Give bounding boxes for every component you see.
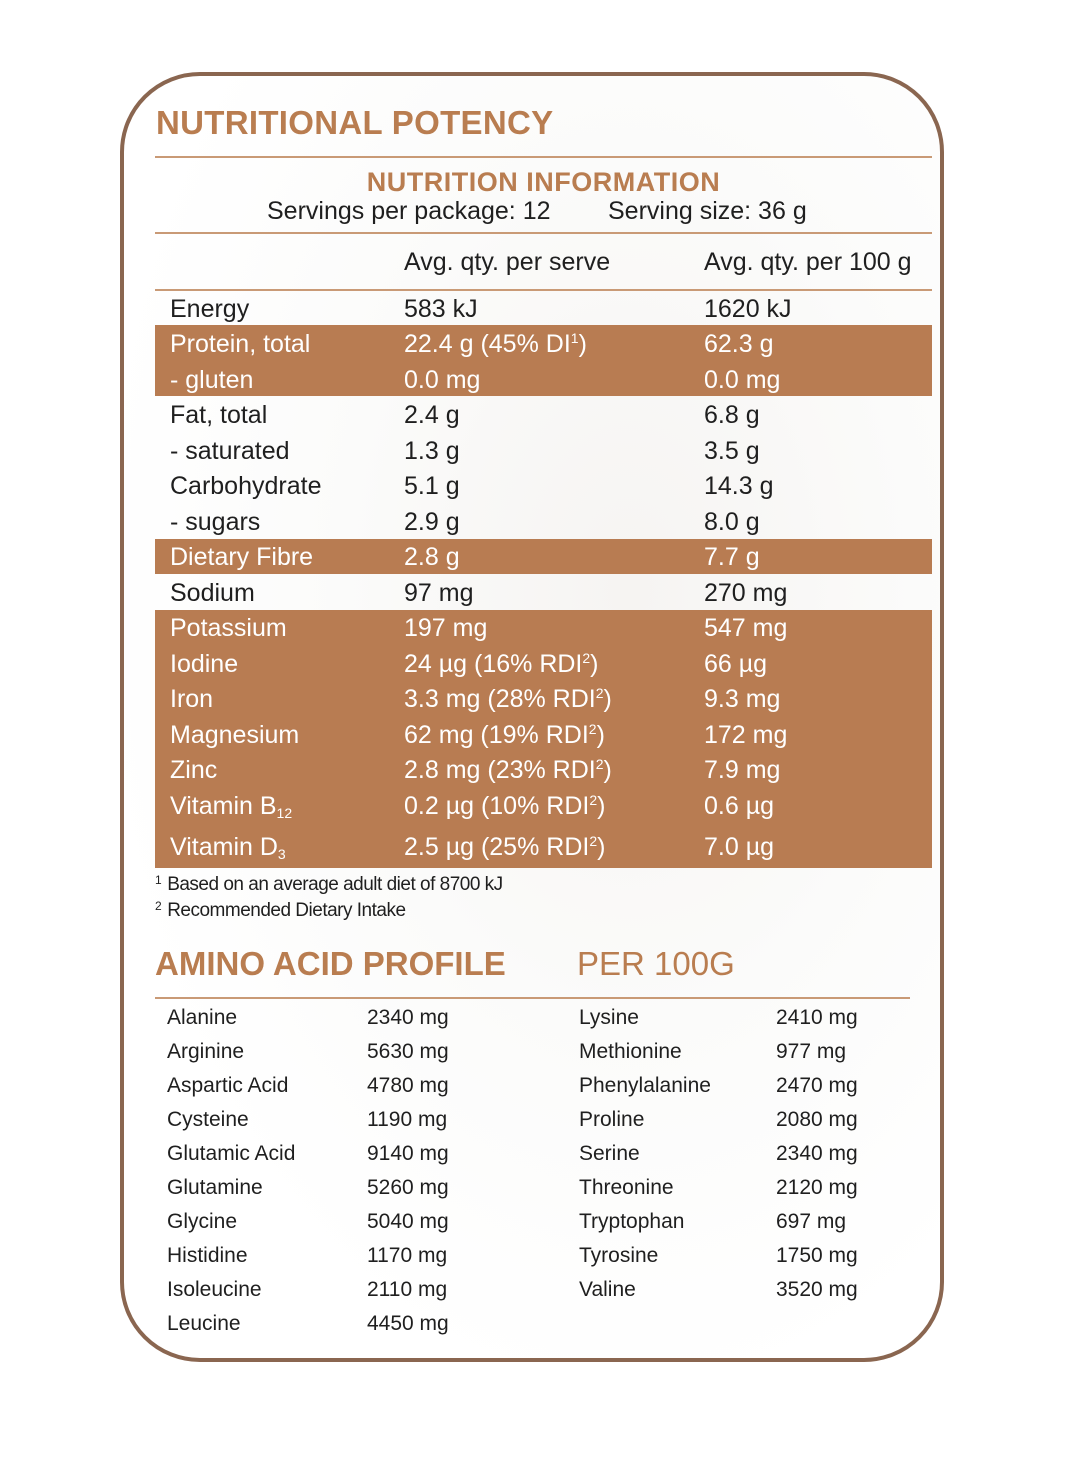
nutrient-per-serve: 2.4 g bbox=[404, 401, 460, 429]
nutrient-per-100g: 7.7 g bbox=[704, 543, 760, 571]
nutrient-row bbox=[0, 472, 1080, 508]
nutrient-name: - sugars bbox=[170, 508, 261, 536]
nutrient-per-100g: 6.8 g bbox=[704, 401, 760, 429]
nutrient-name: Carbohydrate bbox=[170, 472, 322, 500]
nutrient-per-serve: 5.1 g bbox=[404, 472, 460, 500]
nutrient-row bbox=[0, 614, 1080, 650]
amino-name-right: Threonine bbox=[579, 1176, 674, 1199]
amino-value-left: 9140 mg bbox=[367, 1142, 449, 1165]
amino-name-left: Glutamic Acid bbox=[167, 1142, 296, 1165]
amino-name-right: Methionine bbox=[579, 1040, 682, 1063]
amino-name-left: Glycine bbox=[167, 1210, 238, 1233]
servings-per-package: Servings per package: 12 bbox=[267, 197, 551, 225]
amino-value-right: 2340 mg bbox=[776, 1142, 858, 1165]
nutrient-name: Iron bbox=[170, 685, 214, 713]
nutrient-per-100g: 0.0 mg bbox=[704, 366, 781, 394]
amino-name-left: Arginine bbox=[167, 1040, 245, 1063]
nutrient-row bbox=[0, 650, 1080, 686]
nutrient-row bbox=[0, 508, 1080, 544]
nutrient-per-100g: 8.0 g bbox=[704, 508, 760, 536]
col-header-per-serve: Avg. qty. per serve bbox=[404, 248, 611, 276]
col-header-per-100g: Avg. qty. per 100 g bbox=[704, 248, 912, 276]
nutrient-per-100g: 270 mg bbox=[704, 579, 788, 607]
amino-value-right: 697 mg bbox=[776, 1210, 847, 1233]
nutrient-row bbox=[0, 721, 1080, 757]
nutrient-per-serve: 2.5 µg (25% RDI$^2$) bbox=[404, 833, 606, 861]
nutrient-per-serve: 2.9 g bbox=[404, 508, 460, 536]
nutrient-name: Potassium bbox=[170, 614, 287, 642]
nutrient-per-serve: 583 kJ bbox=[404, 295, 478, 323]
nutrient-name: Magnesium bbox=[170, 721, 300, 749]
amino-name-right: Phenylalanine bbox=[579, 1074, 711, 1097]
nutrient-row bbox=[0, 579, 1080, 615]
nutrient-per-100g: 14.3 g bbox=[704, 472, 774, 500]
amino-value-left: 5040 mg bbox=[367, 1210, 449, 1233]
nutrient-row bbox=[0, 756, 1080, 792]
nutrient-name: Vitamin $D_3$ bbox=[170, 833, 286, 862]
nutrient-per-100g: 547 mg bbox=[704, 614, 788, 642]
amino-name-right: Tyrosine bbox=[579, 1244, 659, 1267]
amino-name-left: Leucine bbox=[167, 1312, 241, 1335]
amino-value-left: 5260 mg bbox=[367, 1176, 449, 1199]
amino-value-left: 5630 mg bbox=[367, 1040, 449, 1063]
amino-value-left: 1190 mg bbox=[367, 1108, 448, 1131]
nutrient-per-serve: 97 mg bbox=[404, 579, 474, 607]
amino-name-right: Serine bbox=[579, 1142, 640, 1165]
amino-value-left: 2340 mg bbox=[367, 1006, 449, 1029]
amino-name-left: Cysteine bbox=[167, 1108, 249, 1131]
amino-value-left: 4450 mg bbox=[367, 1312, 449, 1335]
header-divider bbox=[155, 232, 932, 234]
amino-value-right: 2120 mg bbox=[776, 1176, 858, 1199]
amino-name-right: Proline bbox=[579, 1108, 645, 1131]
title-divider bbox=[155, 156, 932, 158]
nutrient-per-serve: 2.8 g bbox=[404, 543, 460, 571]
nutrient-per-serve: 197 mg bbox=[404, 614, 488, 642]
nutrient-name: Vitamin $B_{12}$ bbox=[170, 792, 293, 821]
amino-value-right: 977 mg bbox=[776, 1040, 847, 1063]
amino-per-100g-label: PER 100G bbox=[577, 945, 735, 982]
nutrient-per-100g: 62.3 g bbox=[704, 330, 774, 358]
nutrient-per-100g: 7.9 mg bbox=[704, 756, 781, 784]
amino-value-right: 2470 mg bbox=[776, 1074, 858, 1097]
nutrient-per-100g: 0.6 µg bbox=[704, 792, 775, 820]
nutrient-row bbox=[0, 685, 1080, 721]
nutrient-per-serve: 0.2 µg (10% RDI$^2$) bbox=[404, 792, 606, 820]
nutrient-name: Iodine bbox=[170, 650, 239, 678]
nutrient-row bbox=[0, 366, 1080, 402]
amino-name-left: Aspartic Acid bbox=[167, 1074, 289, 1097]
amino-value-left: 4780 mg bbox=[367, 1074, 449, 1097]
nutrient-name: Protein, total bbox=[170, 330, 311, 358]
nutrient-per-100g: 3.5 g bbox=[704, 437, 760, 465]
nutrient-row bbox=[0, 401, 1080, 437]
nutrient-per-serve: 1.3 g bbox=[404, 437, 460, 465]
amino-acid-heading: AMINO ACID PROFILE bbox=[155, 945, 506, 982]
nutrient-name: Sodium bbox=[170, 579, 255, 607]
nutrient-row bbox=[0, 295, 1080, 331]
nutrient-name: - gluten bbox=[170, 366, 254, 394]
nutrient-name: - saturated bbox=[170, 437, 290, 465]
nutrient-name: Fat, total bbox=[170, 401, 268, 429]
column-header-divider bbox=[155, 289, 932, 291]
nutrient-name: Energy bbox=[170, 295, 250, 323]
nutrient-per-100g: 66 µg bbox=[704, 650, 768, 678]
nutrient-row bbox=[0, 330, 1080, 366]
nutrient-per-serve: 22.4 g (45% $DI^1$) bbox=[404, 330, 587, 358]
nutrient-row bbox=[0, 437, 1080, 473]
serving-size: Serving size: 36 g bbox=[608, 197, 807, 225]
amino-value-left: 1170 mg bbox=[367, 1244, 448, 1267]
nutrient-name: Dietary Fibre bbox=[170, 543, 314, 571]
nutrient-per-100g: 172 mg bbox=[704, 721, 788, 749]
amino-name-right: Tryptophan bbox=[579, 1210, 685, 1233]
amino-name-left: Glutamine bbox=[167, 1176, 263, 1199]
amino-value-right: 1750 mg bbox=[776, 1244, 858, 1267]
amino-name-left: Histidine bbox=[167, 1244, 248, 1267]
nutrient-per-serve: 0.0 mg bbox=[404, 366, 481, 394]
nutrient-per-100g: 7.0 µg bbox=[704, 833, 775, 861]
amino-divider bbox=[155, 997, 910, 999]
nutrient-per-100g: 9.3 mg bbox=[704, 685, 781, 713]
amino-name-right: Valine bbox=[579, 1278, 636, 1301]
amino-name-left: Alanine bbox=[167, 1006, 238, 1029]
nutrient-row bbox=[0, 792, 1080, 828]
nutrition-info-heading: NUTRITION INFORMATION bbox=[366, 167, 721, 197]
nutrient-per-serve: 24 µg (16% RDI$^2$) bbox=[404, 650, 599, 678]
footnote-2: $^2$ Recommended Dietary Intake bbox=[155, 899, 406, 921]
nutrient-per-serve: 2.8 mg (23% RDI$^2$) bbox=[404, 756, 612, 784]
nutrient-row bbox=[0, 543, 1080, 579]
amino-value-right: 3520 mg bbox=[776, 1278, 858, 1301]
amino-name-right: Lysine bbox=[579, 1006, 639, 1029]
nutrient-per-serve: 3.3 mg (28% RDI$^2$) bbox=[404, 685, 612, 713]
amino-name-left: Isoleucine bbox=[167, 1278, 262, 1301]
page-title: NUTRITIONAL POTENCY bbox=[156, 104, 554, 141]
footnote-1: $^1$ Based on an average adult diet of 8700 kJ bbox=[155, 873, 503, 895]
amino-value-right: 2410 mg bbox=[776, 1006, 858, 1029]
amino-value-left: 2110 mg bbox=[367, 1278, 448, 1301]
nutrient-per-serve: 62 mg (19% RDI$^2$) bbox=[404, 721, 605, 749]
nutrient-per-100g: 1620 kJ bbox=[704, 295, 792, 323]
nutrient-row bbox=[0, 833, 1080, 869]
nutrient-name: Zinc bbox=[170, 756, 218, 784]
amino-value-right: 2080 mg bbox=[776, 1108, 858, 1131]
